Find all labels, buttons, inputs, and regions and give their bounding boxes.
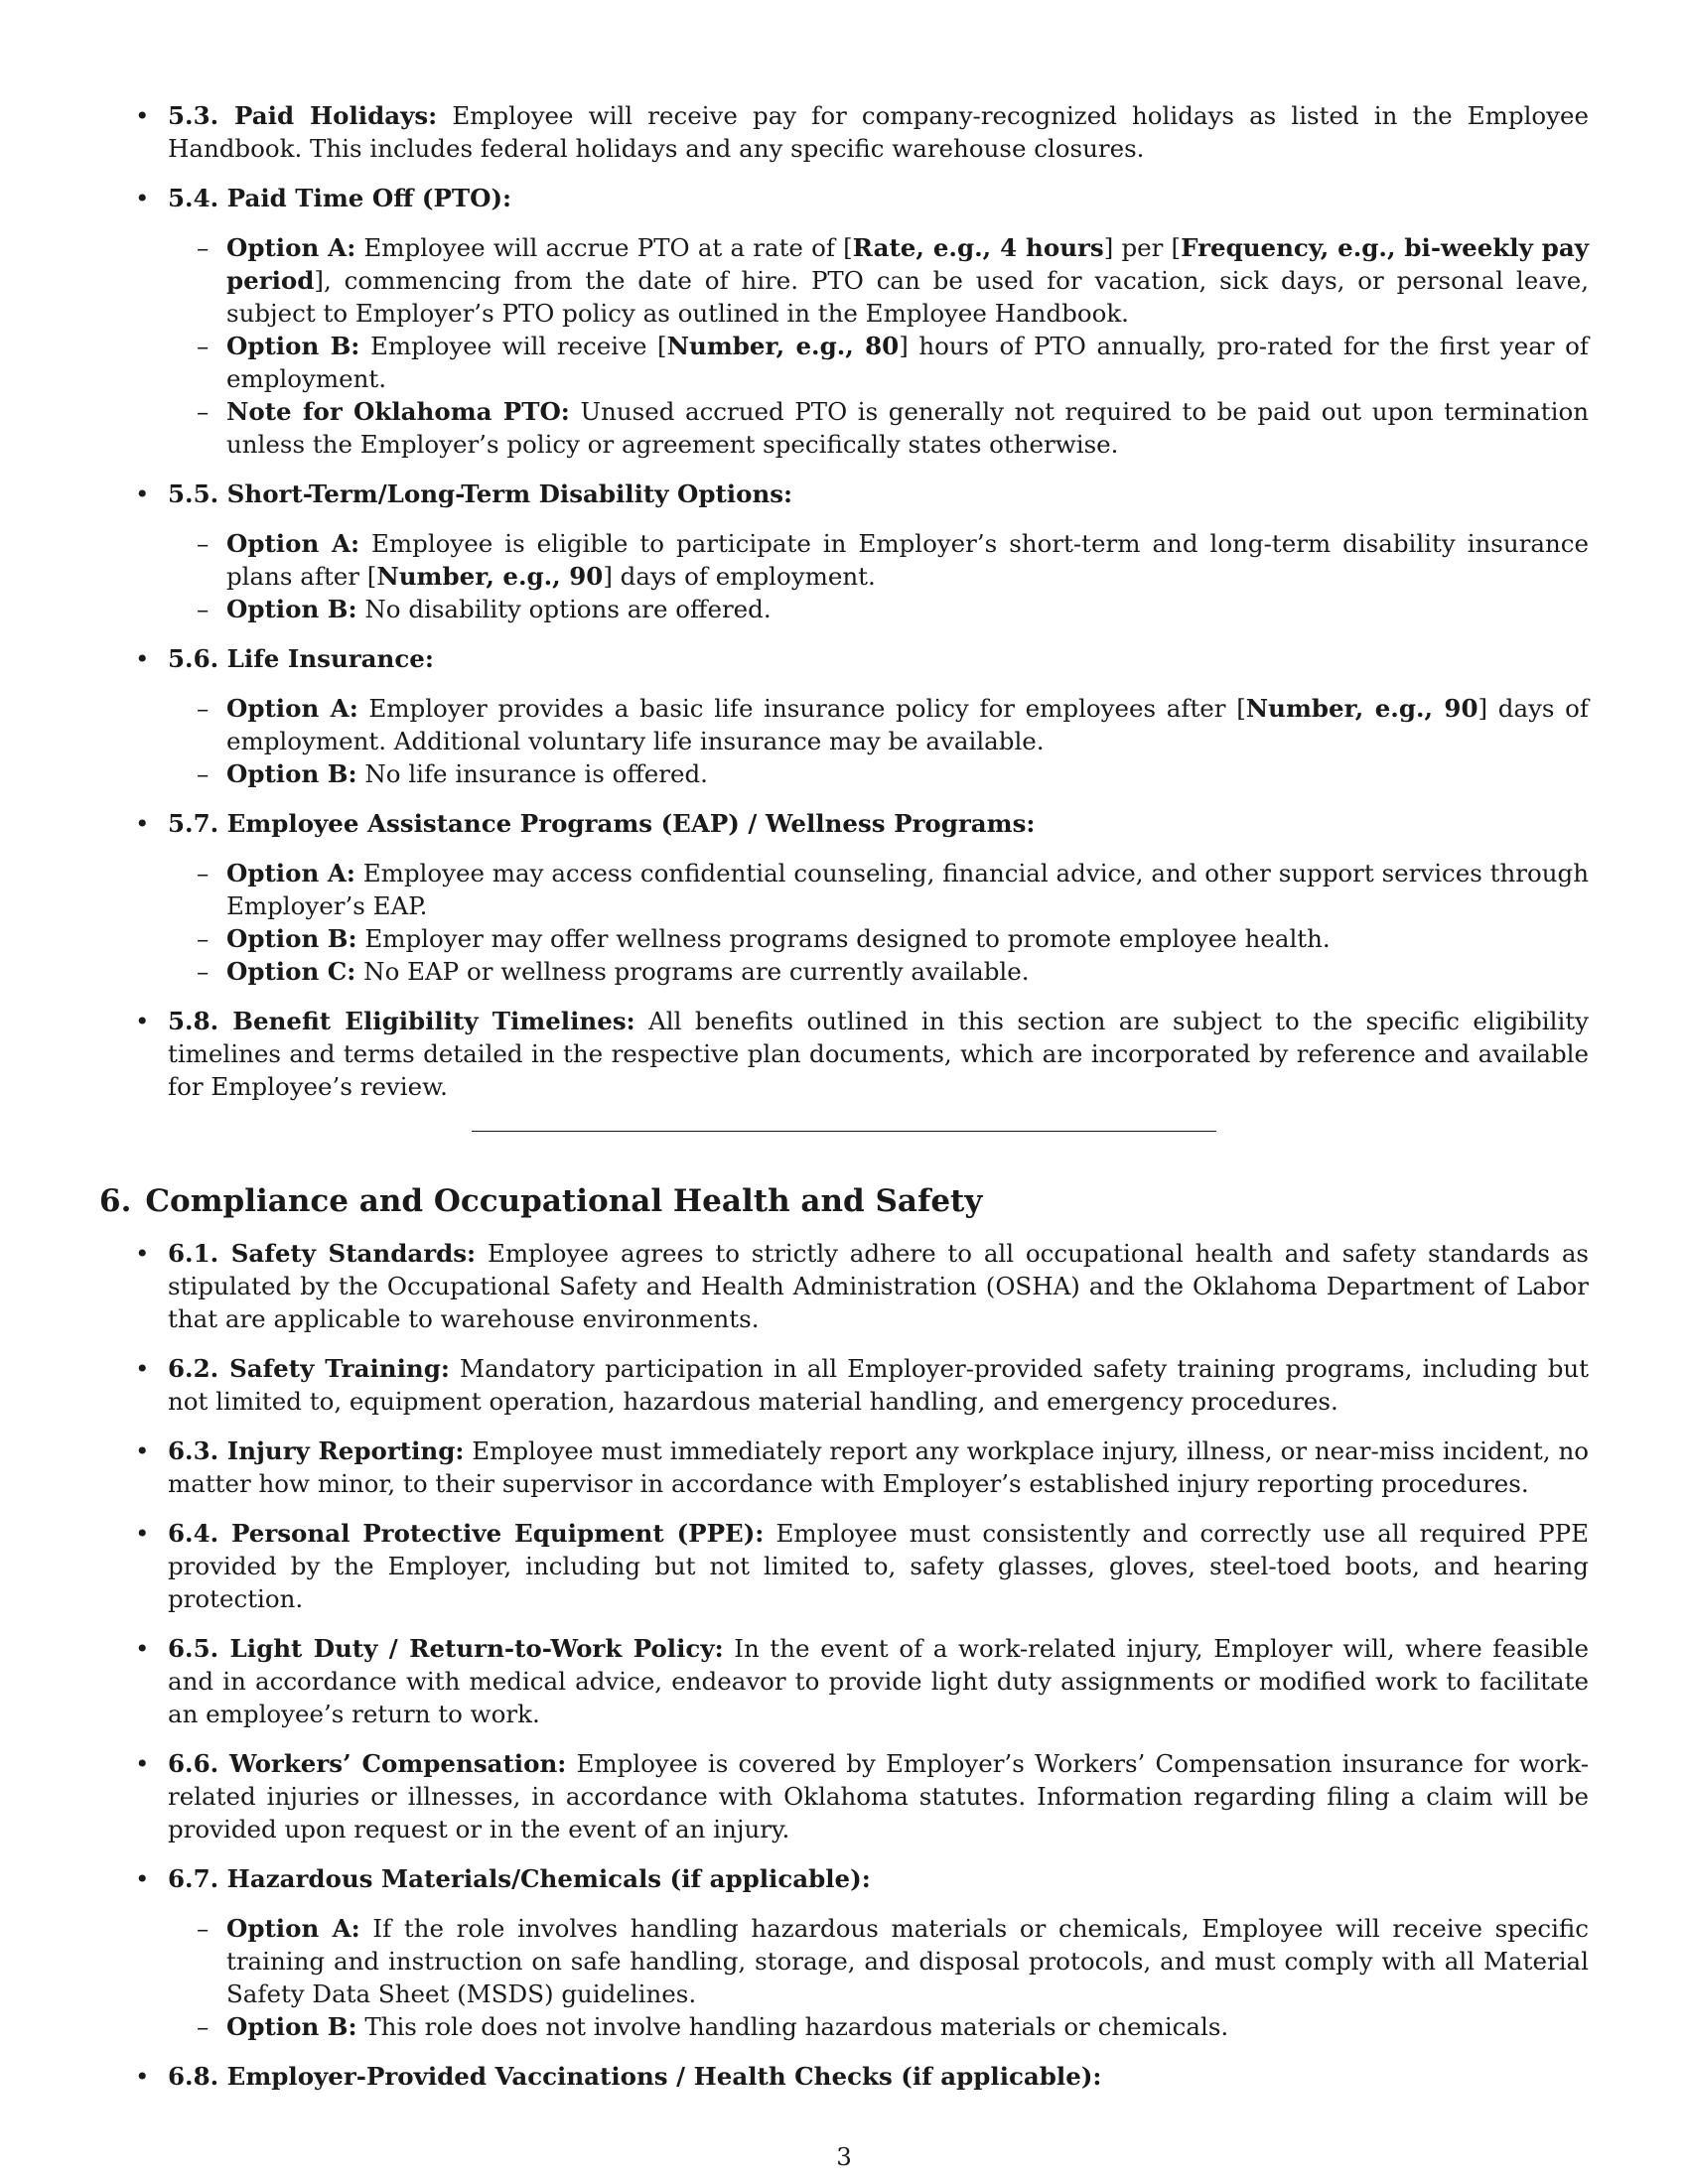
option-label: Option A: [226, 233, 356, 262]
placeholder-value: Number, e.g., 90 [1245, 694, 1478, 723]
option-text: No life insurance is offered. [364, 759, 708, 788]
option-list [168, 692, 1589, 790]
clause-title: 5.6. Life Insurance: [168, 644, 434, 673]
option-item [168, 1912, 1589, 2010]
option-list [168, 231, 1589, 461]
option-label: Option B: [226, 759, 357, 788]
placeholder-value: Rate, e.g., 4 hours [852, 233, 1104, 262]
option-text: ] per [ [1103, 233, 1182, 262]
option-text: If the role involves handling hazardous materials or chemicals, Employee will receive specific training and instruction on safe handling, storage, and disposal protocols, and must comply with all Material Safety Data Sheet (MSDS) guidelines. [226, 1914, 1589, 2008]
option-item [168, 692, 1589, 757]
option-label: Option B: [226, 924, 357, 953]
option-text: Employee may access confidential counseling, financial advice, and other support services through Employer’s EAP. [226, 859, 1589, 920]
option-text: Employee is eligible to participate in Employer’s short-term and long-term disability insurance plans after [ [226, 529, 1589, 591]
option-item [168, 527, 1589, 593]
clause-text: Employee will receive pay for company-recognized holidays as listed in the Employee Handbook. This includes federal holidays and any specific warehouse closures. [168, 101, 1590, 163]
clause-6-1 [99, 1237, 1589, 1335]
section-number: 6. [99, 1183, 132, 1219]
option-list [168, 1912, 1589, 2043]
option-item [168, 593, 1589, 625]
clause-text: Employee must immediately report any workplace injury, illness, or near-miss incident, no matter how minor, to their supervisor in accordance with Employer’s established injury reporting procedures. [168, 1436, 1589, 1498]
clause-text: Employee is covered by Employer’s Workers’ Compensation insurance for work-related injuries or illnesses, in accordance with Oklahoma statutes. Information regarding filing a claim will be provided upon request or in the event of an injury. [168, 1749, 1590, 1843]
option-text: No EAP or wellness programs are currently available. [363, 957, 1030, 986]
compliance-list [99, 1237, 1589, 2093]
clause-5-4 [99, 182, 1589, 461]
clause-text: Employee agrees to strictly adhere to all occupational health and safety standards as stipulated by the Occupational Safety and Health Administration (OSHA) and the Oklahoma Department of Labor that are applicable to warehouse environments. [168, 1239, 1590, 1333]
option-text: Unused accrued PTO is generally not required to be paid out upon termination unless the Employer’s policy or agreement specifically states otherwise. [226, 397, 1590, 459]
option-item [168, 395, 1589, 461]
page-number: 3 [836, 2142, 852, 2171]
clause-text: Mandatory participation in all Employer-provided safety training programs, including but not limited to, equipment operation, hazardous material handling, and emergency procedures. [168, 1354, 1589, 1416]
clause-title: 5.7. Employee Assistance Programs (EAP) / Wellness Programs: [168, 809, 1036, 838]
clause-5-8 [99, 1005, 1589, 1103]
clause-5-3 [99, 99, 1589, 165]
option-text: ] hours of PTO annually, pro-rated for the first year of employment. [226, 332, 1590, 393]
option-item [168, 757, 1589, 790]
clause-title: 5.4. Paid Time Off (PTO): [168, 184, 512, 212]
clause-title: 5.8. Benefit Eligibility Timelines: [168, 1007, 635, 1035]
clause-title: 6.2. Safety Training: [168, 1354, 450, 1383]
clause-title: 6.5. Light Duty / Return-to-Work Policy: [168, 1634, 724, 1663]
option-item [168, 955, 1589, 988]
clause-5-6 [99, 642, 1589, 790]
option-item [168, 330, 1589, 395]
clause-5-7 [99, 807, 1589, 988]
clause-6-6 [99, 1747, 1589, 1845]
option-label: Option A: [226, 694, 358, 723]
placeholder-value: Frequency, e.g., bi-weekly pay period [226, 233, 1589, 295]
option-text: Employee will accrue PTO at a rate of [ [363, 233, 853, 262]
option-text: Employer provides a basic life insurance policy for employees after [ [368, 694, 1246, 723]
clause-6-2 [99, 1352, 1589, 1418]
option-label: Option A: [226, 1914, 360, 1943]
clause-title: 5.3. Paid Holidays: [168, 101, 438, 130]
option-text: ] days of employment. [603, 562, 876, 591]
option-text: ] days of employment. Additional voluntary life insurance may be available. [226, 694, 1589, 755]
option-label: Option B: [226, 332, 360, 360]
option-label: Option C: [226, 957, 356, 986]
benefits-list [99, 99, 1589, 1103]
clause-5-5 [99, 478, 1589, 625]
clause-title: 6.3. Injury Reporting: [168, 1436, 465, 1465]
clause-text: Employee must consistently and correctly use all required PPE provided by the Employer, including but not limited to, safety glasses, gloves, steel-toed boots, and hearing protection. [168, 1519, 1589, 1613]
option-text: ], commencing from the date of hire. PTO can be used for vacation, sick days, or personal leave, subject to Employer’s PTO policy as outlined in the Employee Handbook. [226, 266, 1589, 328]
section-title: Compliance and Occupational Health and Safety [145, 1183, 983, 1219]
clause-text: All benefits outlined in this section are subject to the specific eligibility timelines and terms detailed in the respective plan documents, which are incorporated by reference and available for Employee’s review. [168, 1007, 1589, 1101]
clause-6-5 [99, 1632, 1589, 1730]
option-item [168, 922, 1589, 955]
clause-6-7 [99, 1862, 1589, 2043]
document-page [99, 99, 1589, 2110]
option-list [168, 527, 1589, 625]
clause-6-3 [99, 1434, 1589, 1500]
option-label: Option B: [226, 595, 357, 623]
option-label: Option A: [226, 859, 355, 887]
option-text: Employer may offer wellness programs designed to promote employee health. [364, 924, 1331, 953]
option-item [168, 857, 1589, 922]
section-divider [472, 1131, 1216, 1132]
option-label: Note for Oklahoma PTO: [226, 397, 570, 426]
option-item [168, 2010, 1589, 2043]
clause-6-4 [99, 1517, 1589, 1615]
clause-title: 6.8. Employer-Provided Vaccinations / Health Checks (if applicable): [168, 2062, 1102, 2091]
option-text: No disability options are offered. [364, 595, 772, 623]
placeholder-value: Number, e.g., 80 [666, 332, 900, 360]
option-label: Option A: [226, 529, 360, 558]
clause-6-8 [99, 2060, 1589, 2093]
section-heading [99, 1181, 1589, 1221]
placeholder-value: Number, e.g., 90 [376, 562, 604, 591]
clause-text: In the event of a work-related injury, Employer will, where feasible and in accordance with medical advice, endeavor to provide light duty assignments or modified work to facilitate an employee’s return to work. [168, 1634, 1589, 1728]
option-label: Option B: [226, 2012, 357, 2041]
option-list [168, 857, 1589, 988]
option-item [168, 231, 1589, 330]
clause-title: 5.5. Short-Term/Long-Term Disability Options: [168, 479, 793, 508]
option-text: This role does not involve handling hazardous materials or chemicals. [364, 2012, 1229, 2041]
clause-title: 6.4. Personal Protective Equipment (PPE): [168, 1519, 765, 1548]
option-text: Employee will receive [ [369, 332, 667, 360]
clause-title: 6.6. Workers’ Compensation: [168, 1749, 567, 1778]
clause-title: 6.7. Hazardous Materials/Chemicals (if applicable): [168, 1864, 871, 1893]
clause-title: 6.1. Safety Standards: [168, 1239, 477, 1268]
